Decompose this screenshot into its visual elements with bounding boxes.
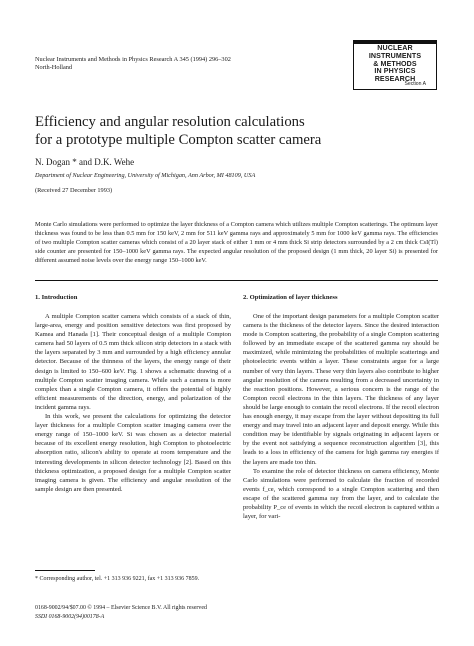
logo-section-label: Section A [404, 81, 426, 87]
publisher-line: North-Holland [35, 64, 73, 72]
footnote-divider [35, 570, 95, 571]
section-heading-optimization: 2. Optimization of layer thickness [243, 294, 338, 301]
paragraph: To examine the role of detector thickness on camera efficiency, Monte Carlo simulations were performed to calculate the fraction of recorded events f_ce, which correspond to a single Compton scattering and then escape of the scattered gamma ray from the layer, and to calculate the probability P_ce of events in which the recoil electron is captured within a layer, for vari- [243, 467, 439, 521]
copyright-line: 0168-9002/94/$07.00 © 1994 – Elsevier Science B.V. All rights reserved [35, 605, 207, 611]
paragraph: One of the important design parameters for a multiple Compton scatter camera is the thickness of the detector layers. Since the desired interaction mode is Compton scattering, the probability of a single Compton scattering followed by an immediate escape of the scattered gamma ray should be maximized, while minimizing the probabilities of multiple scatterings and photoelectric events within a layer. These constraints argue for a large number of very thin layers. These very thin layers also contribute to higher angular resolution of the camera resulting from a decreased uncertainty in the reaction positions. However, a serious concern is the range of the Compton recoil electrons in the thin layers. The thickness of any layer should be large enough to contain the recoil electrons. If the recoil electron has enough energy, it may escape from the layer without depositing its full energy and may travel into an adjacent layer and deposit energy. While this condition may be identifiable by signals originating in adjacent layers or by the event not satisfying a sequence reconstruction algorithm [3], this leads to a loss in efficiency of the camera for high gamma ray energies if the layers are made too thin. [243, 313, 439, 466]
logo-text [354, 45, 436, 84]
abstract-divider [35, 280, 438, 281]
section-heading-introduction: 1. Introduction [35, 294, 78, 301]
abstract: Monte Carlo simulations were performed to optimize the layer thickness of a Compton camera which utilizes multiple Compton scatterings. The optimum layer thickness was found to be less than 0.5 mm for 150 keV, 2 mm for 511 keV gamma rays and approximately 5 mm for 1000 keV gamma rays. The efficiencies of two multiple Compton scatter cameras which consist of a 20 layer stack of either 1 mm or 4 mm thick Si strip detectors surrounded by a 2 cm thick CsI(Tl) side counter are presented for 150–1000 keV gamma rays. The expected angular resolution of the proposed design (1 mm thick, 20 layer Si) is presented for different assumed noise levels over the energy range 150–1000 keV. [35, 221, 438, 265]
paragraph: In this work, we present the calculations for optimizing the detector layer thickness for a multiple Compton scatter imaging camera over the energy range of 150–1000 keV. Si was chosen as a detector material because of its excellent energy resolution, high Compton to photoelectric absorption ratio, silicon's ability to operate at room temperature and the interesting developments in silicon detector technology [2]. Based on this thickness optimization, a proposed design for a multiple Compton scatter imaging camera is given. The efficiency and angular resolution of the sample design are then presented. [35, 413, 231, 493]
logo-line: IN PHYSICS [374, 67, 416, 76]
logo-line: NUCLEAR [377, 44, 413, 52]
article-title-line: Efficiency and angular resolution calculations [35, 114, 305, 130]
footnote: * Corresponding author, tel. +1 313 936 9221, fax +1 313 936 7859. [35, 576, 200, 582]
journal-citation [35, 56, 231, 73]
article-title [35, 113, 455, 149]
right-column-body [243, 312, 439, 521]
paragraph: A multiple Compton scatter camera which consists of a stack of thin, large-area, energy and position sensitive detectors was first proposed by Kamea and Hanada [1]. Their conceptual design of a multiple Compton camera had 50 layers of 0.5 mm thick silicon strip detectors in a stack with the layers separated by 3 mm and surrounded by a high efficiency annular detector. Because of the thinness of the layers, the energy range of their design is limited to 150–600 keV. Fig. 1 shows a schematic drawing of a multiple Compton scatter imaging camera. While such a camera is more complex than a single Compton camera, it offers the potential of highly efficient measurements of the direction, energy, and polarization of the incident gamma rays. [35, 313, 231, 411]
left-column-body [35, 312, 231, 494]
journal-citation-line: Nuclear Instruments and Methods in Physics Research A 345 (1994) 296–302 [35, 56, 231, 63]
received-date: (Received 27 December 1993) [35, 187, 113, 194]
logo-line: & METHODS [373, 59, 417, 68]
journal-logo [353, 40, 437, 90]
logo-line: RESEARCH [374, 75, 416, 84]
ssdi-line: SSDI 0168-9002(94)00178-A [35, 614, 105, 620]
article-title-line: for a prototype multiple Compton scatter camera [35, 132, 322, 148]
authors: N. Dogan * and D.K. Wehe [35, 157, 135, 167]
logo-line: INSTRUMENTS [368, 51, 422, 60]
affiliation: Department of Nuclear Engineering, University of Michigan, Ann Arbor, MI 48109, USA [35, 172, 256, 179]
